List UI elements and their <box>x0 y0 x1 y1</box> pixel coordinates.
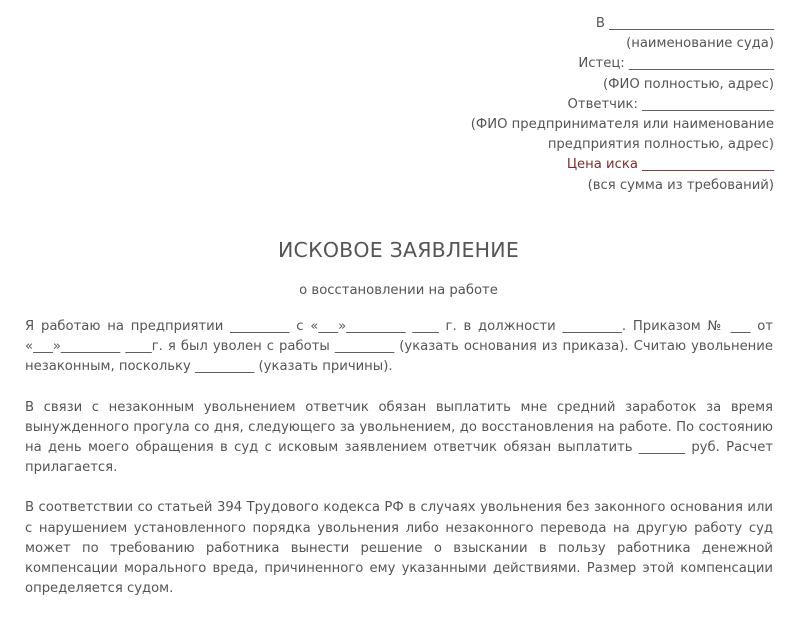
paragraph-compensation: В связи с незаконным увольнением ответчик обязан выплатить мне средний заработок за время вынужденного прогула со дня, следующего за увольнением, до восстановления на работе. По состоянию на день моего обращения в суд с исковым заявлением ответчик обязан выплатить _______ руб. Расчет прилагается. <box>25 399 773 476</box>
document-title: ИСКОВОЕ ЗАЯВЛЕНИЕ <box>278 238 519 262</box>
paragraph-moral-damage: В соответствии со статьей 394 Трудового кодекса РФ в случаях увольнения без законного основания или с нарушением установленного порядка увольнения либо незаконного перевода на другую работу суд может по требованию работника вынести решение о взыскании в пользу работника денежной компенсации морального вреда, причиненного ему указанными действиями. Размер этой компенсации определяется судом. <box>25 500 773 597</box>
plaintiff-hint: (ФИО полностью, адрес) <box>602 76 774 92</box>
defendant-line: Ответчик: ____________________ <box>567 96 774 112</box>
paragraph-employment: Я работаю на предприятии _________ с «___»_________ ____ г. в должности _________. Приказом № ___ от «___»_________ ____г. я был уволен с работы _________ (указать основания из приказа). Считаю увольнение незаконным, поскольку _________ (указать причины). <box>25 319 773 375</box>
header-block <box>454 14 774 196</box>
plaintiff-line: Истец: ______________________ <box>578 56 774 72</box>
document-body <box>25 317 773 619</box>
court-hint: (наименование суда) <box>626 36 774 52</box>
claim-line: Цена иска ____________________ <box>566 157 774 173</box>
court-line: В _________________________ <box>595 16 774 31</box>
document-subtitle: о восстановлении на работе <box>299 283 498 298</box>
defendant-hint: (ФИО предпринимателя или наименование предприятия полностью, адрес) <box>470 117 774 153</box>
claim-hint: (вся сумма из требований) <box>587 177 774 193</box>
